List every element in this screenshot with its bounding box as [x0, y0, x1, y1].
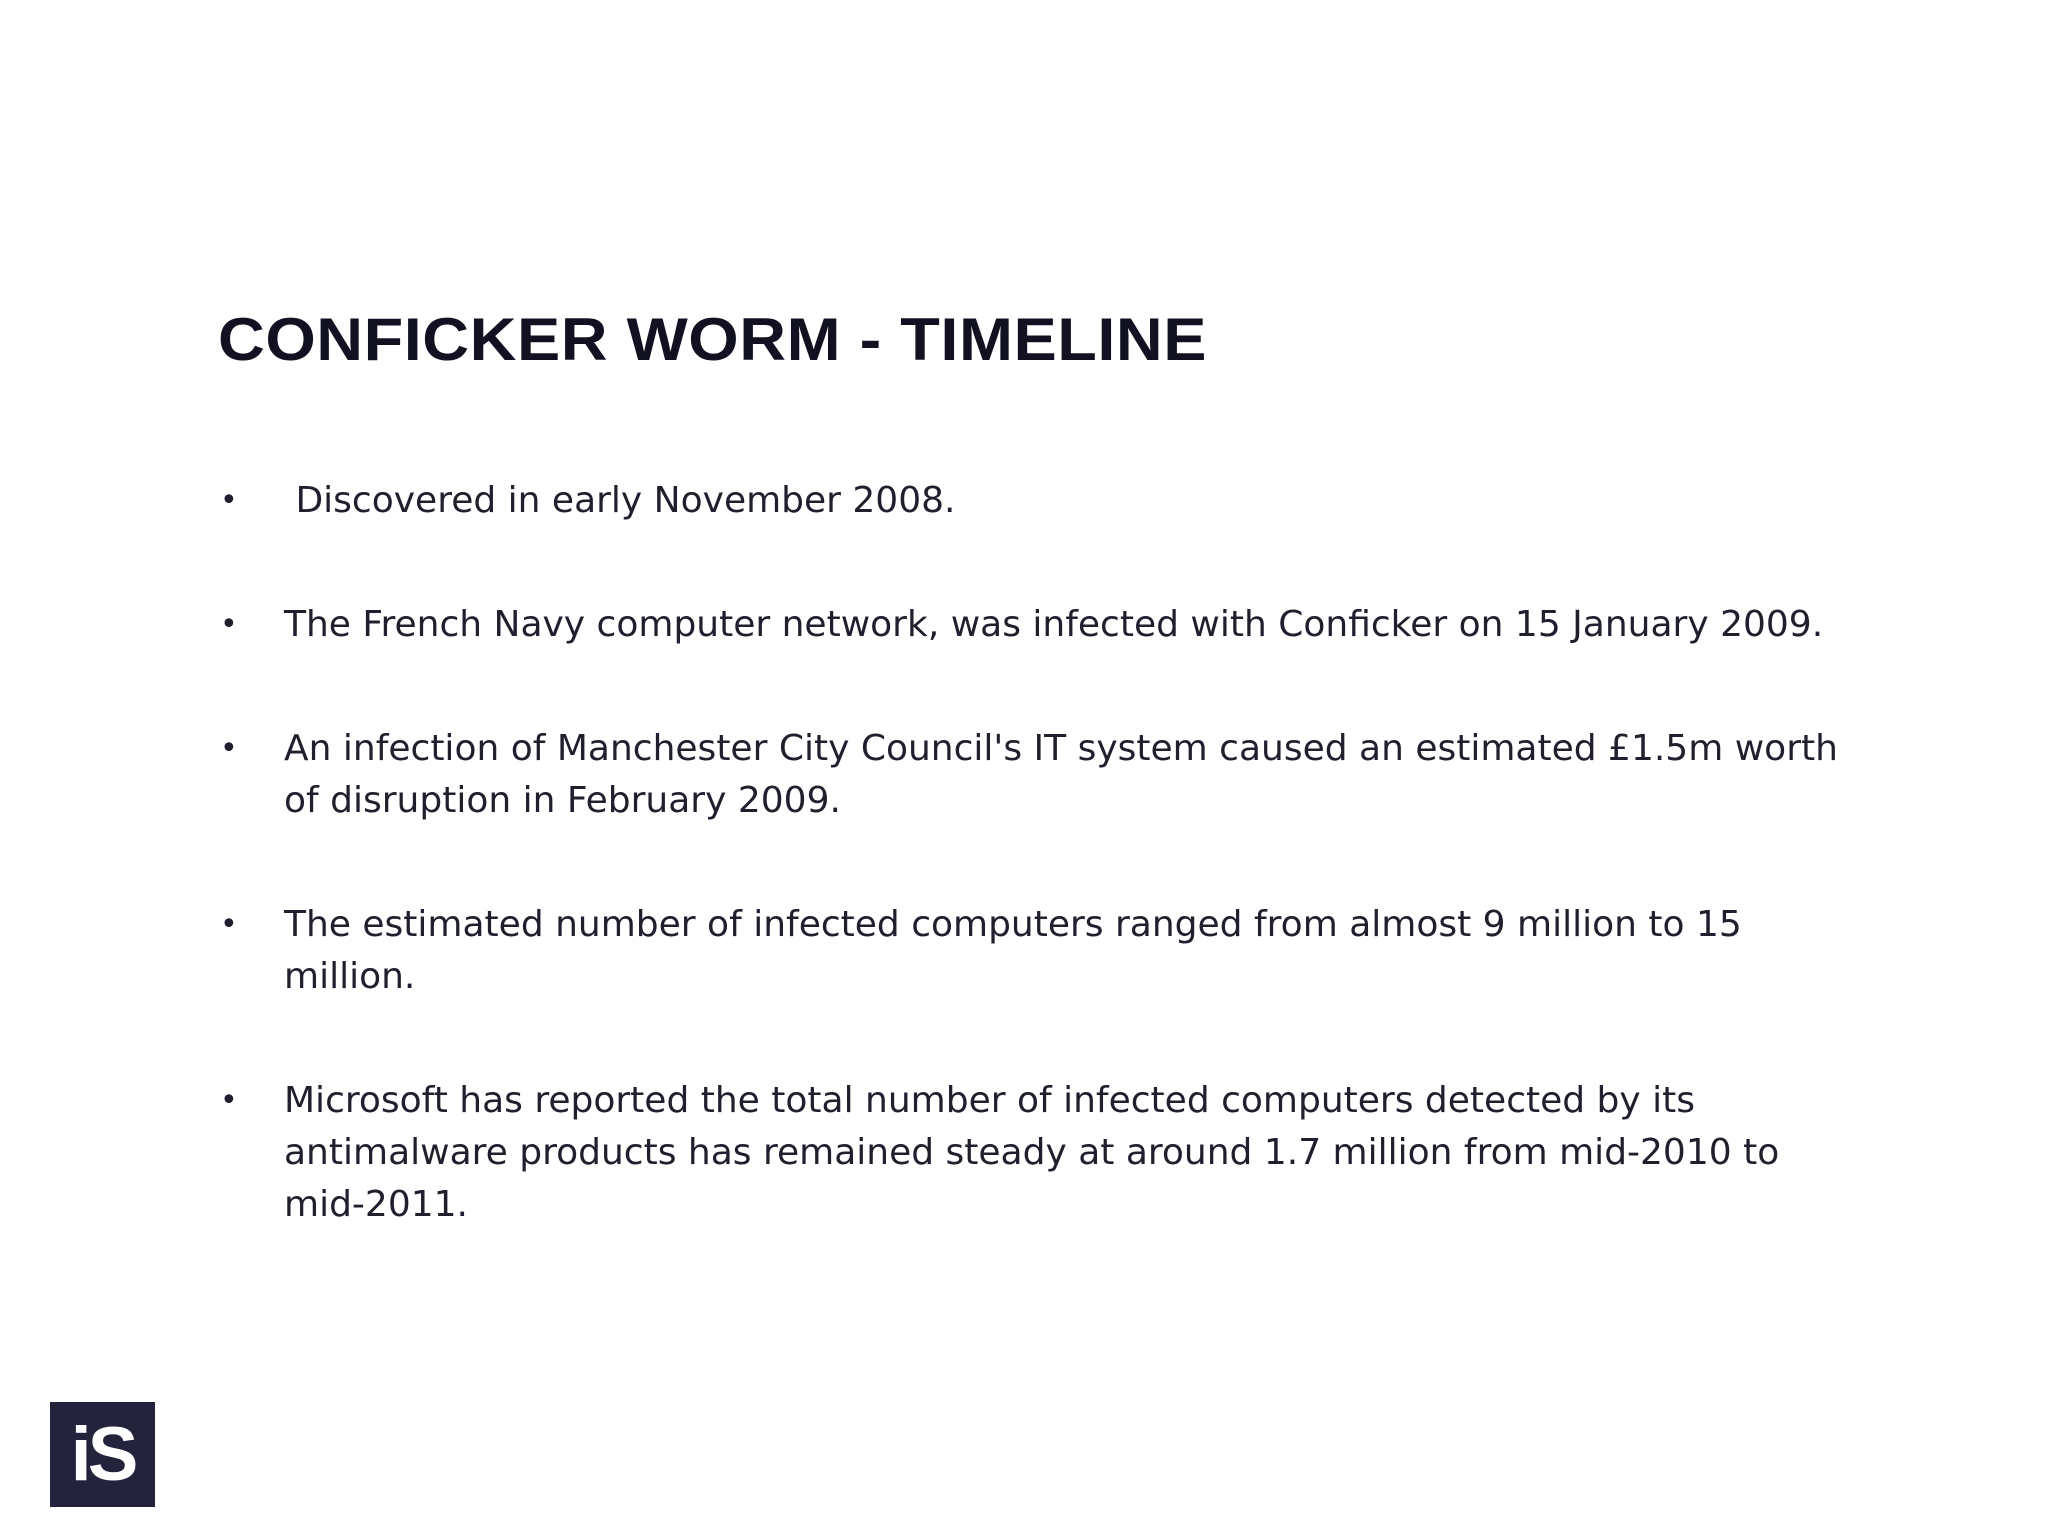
slide-title: CONFICKER WORM - TIMELINE — [218, 306, 1208, 373]
bullet-text: Microsoft has reported the total number of infected computers detected by its antimalware products has remained steady at around 1.7 million from mid-2010 to mid-2011. — [284, 1080, 1780, 1225]
bullet-item-discovered — [218, 475, 1838, 527]
bullet-marker: • — [220, 731, 238, 766]
bullet-item-french-navy — [218, 599, 1838, 651]
bullet-text: The French Navy computer network, was infected with Conficker on 15 January 2009. — [284, 604, 1824, 645]
bullet-text: The estimated number of infected computers ranged from almost 9 million to 15 million. — [284, 904, 1742, 997]
bullet-list — [218, 475, 1838, 1231]
brand-logo — [50, 1402, 155, 1507]
bullet-item-infected-count — [218, 899, 1838, 1003]
logo-text: iS — [70, 1411, 135, 1497]
bullet-marker: • — [220, 1083, 238, 1118]
bullet-marker: • — [220, 483, 238, 518]
bullet-text: Discovered in early November 2008. — [284, 480, 956, 521]
bullet-marker: • — [220, 607, 238, 642]
bullet-text: An infection of Manchester City Council's IT system caused an estimated £1.5m worth of disruption in February 2009. — [284, 728, 1838, 821]
bullet-item-microsoft — [218, 1075, 1838, 1231]
bullet-marker: • — [220, 907, 238, 942]
bullet-item-manchester — [218, 723, 1838, 827]
